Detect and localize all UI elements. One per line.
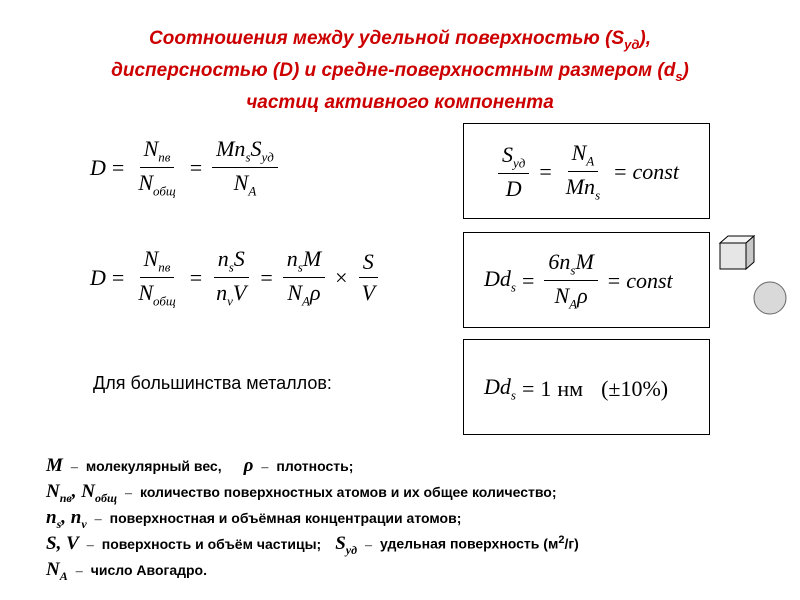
formula2-lhs: D <box>90 264 106 290</box>
formula2-frac4: $\frac{S}{V}$ <box>358 249 379 306</box>
cube-icon <box>716 233 756 273</box>
box3-lhs: $Dd_s$ <box>484 374 516 403</box>
formula-box-size-product <box>463 232 710 328</box>
legend-row-surface-volume: S, V – поверхность и объём частицы; $S_{уд}$ – удельная поверхность $(м^2/г)$ <box>46 533 579 557</box>
title-line3: частиц активного компонента <box>246 91 554 113</box>
box1-rhs: const <box>632 158 679 184</box>
title-line1-sub: уд <box>624 36 640 52</box>
formula1-lhs: D <box>90 154 106 180</box>
box3-tolerance: (±10%) <box>601 375 669 401</box>
box3-value: 1 <box>540 375 552 401</box>
title-line1: Соотношения между удельной поверхностью (S <box>149 28 625 49</box>
symbol-legend <box>46 455 579 585</box>
legend-row-concentration: $n_s$, $n_v$ – поверхностная и объёмная концентрации атомов; <box>46 507 462 531</box>
box1-frac1: $\frac{S_{уд}}{D}$ <box>498 142 529 202</box>
title-line2-end: ) <box>682 59 689 81</box>
formula-box-metals <box>463 339 710 435</box>
equals-sign: = <box>607 267 621 293</box>
formula-box-specific-surface <box>463 123 710 219</box>
slide-title <box>60 26 740 116</box>
title-line2: дисперсностью (D) и средне-поверхностным размером (d <box>111 59 676 81</box>
formula1-frac2: $\frac{Mn_sS_{уд}}{N_A}$ <box>212 136 278 200</box>
equals-sign: = <box>521 267 535 293</box>
formula1-frac1: $\frac{N_{пв}}{N_{общ}}$ <box>138 136 176 199</box>
formula2-frac3: $\frac{n_sM}{N_A\rho}$ <box>283 246 325 310</box>
sphere-icon <box>752 280 788 316</box>
legend-row-atoms: $N_{пв}$, $N_{общ}$ – количество поверхностных атомов и их общее количество; <box>46 481 557 505</box>
times-sign: × <box>335 264 348 290</box>
box2-rhs: const <box>626 267 673 293</box>
box3-unit: нм <box>557 375 584 401</box>
box2-frac: $\frac{6n_sM}{N_A\rho}$ <box>544 249 597 313</box>
metals-note: Для большинства металлов: <box>93 373 332 393</box>
equals-sign: = <box>260 264 273 290</box>
equals-sign: = <box>111 264 125 290</box>
equals-sign: = <box>539 158 552 184</box>
title-line1-end: ), <box>639 28 651 49</box>
equals-sign: = <box>111 154 125 180</box>
legend-row-avogadro: $N_A$ – число Авогадро. <box>46 559 208 583</box>
formula2-frac2: $\frac{n_sS}{n_vV}$ <box>212 246 250 310</box>
equals-sign: = <box>189 264 203 290</box>
formula-dispersity-1 <box>90 136 282 200</box>
legend-row-mass: M – молекулярный вес, ρ – плотность; <box>46 455 354 476</box>
equals-sign: = <box>521 375 535 401</box>
equals-sign: = <box>614 158 627 184</box>
title-line2-sub: s <box>675 68 683 84</box>
formula2-frac1: $\frac{N_{пв}}{N_{общ}}$ <box>138 246 176 309</box>
formula-dispersity-2 <box>90 246 383 310</box>
box2-lhs: $Dd_s$ <box>484 266 516 295</box>
equals-sign: = <box>189 154 203 180</box>
box1-frac2: $\frac{N_A}{Mn_s}$ <box>565 140 601 203</box>
